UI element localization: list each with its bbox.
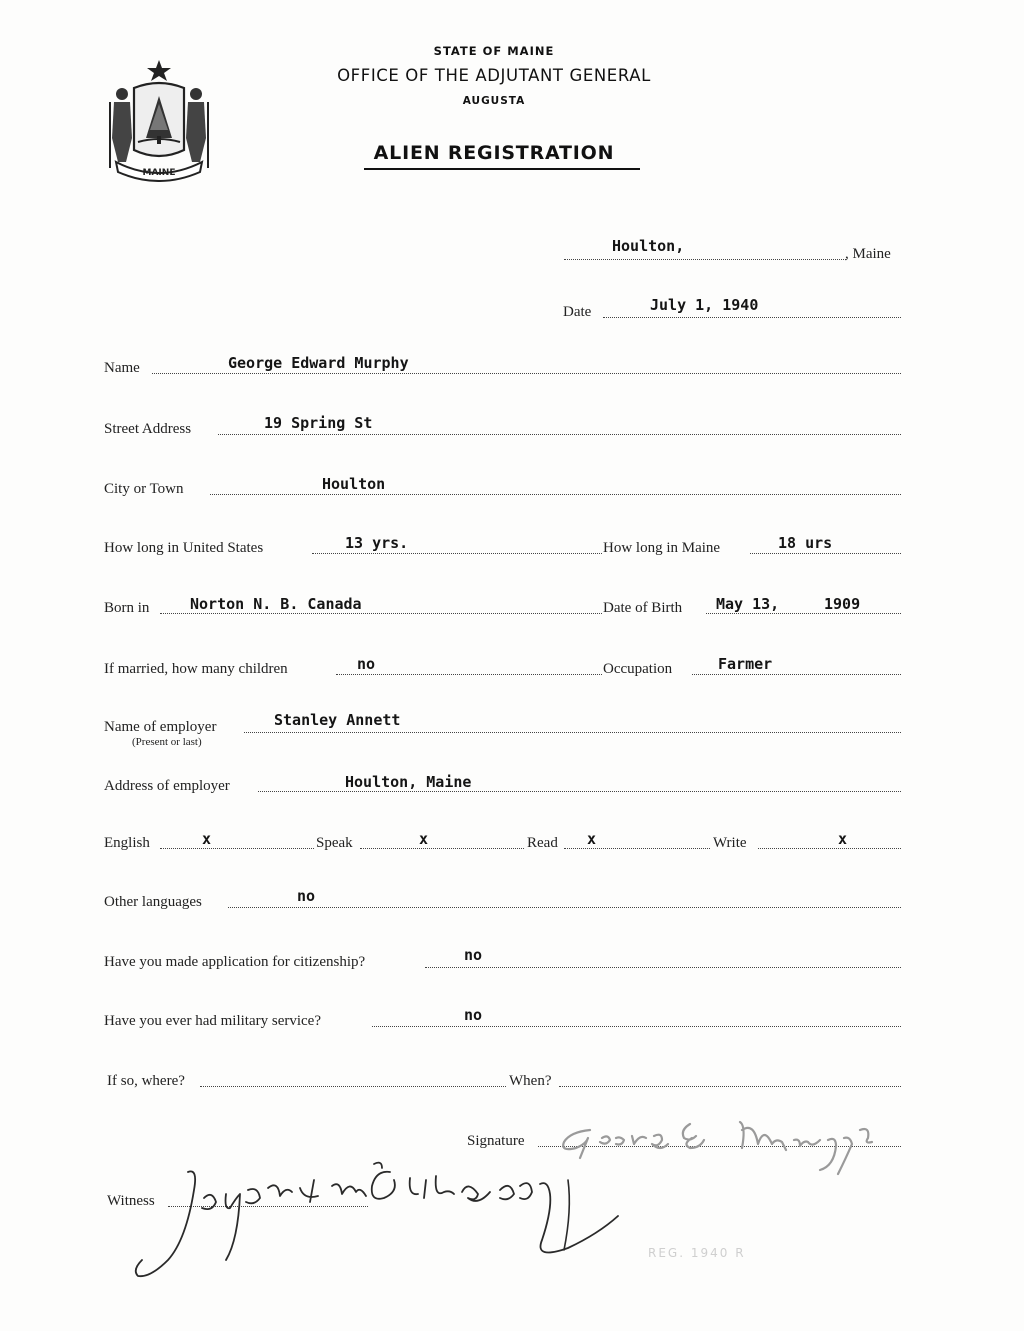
name-value: George Edward Murphy (228, 354, 409, 372)
place-state-label: , Maine (845, 246, 891, 262)
witness-label: Witness (107, 1193, 155, 1209)
street-label: Street Address (104, 421, 192, 437)
dob-field[interactable] (706, 613, 901, 614)
english-value: x (202, 830, 212, 848)
occupation-field[interactable] (692, 674, 901, 675)
born-in-field[interactable] (160, 613, 602, 614)
citizenship-value: no (464, 946, 483, 964)
signature-label: Signature (467, 1133, 525, 1149)
years-us-field[interactable] (312, 553, 602, 554)
born-in-value: Norton N. B. Canada (190, 595, 362, 613)
write-field[interactable] (758, 848, 901, 849)
speak-field[interactable] (360, 848, 524, 849)
speak-label: Speak (316, 835, 353, 851)
employer-field[interactable] (244, 732, 901, 733)
street-value: 19 Spring St (264, 414, 373, 432)
date-field[interactable] (603, 317, 901, 318)
other-languages-value: no (297, 887, 316, 905)
children-label: If married, how many children (104, 661, 288, 677)
military-field[interactable] (372, 1026, 901, 1027)
dob-label: Date of Birth (603, 600, 683, 616)
faint-stamp: REG. 1940 R (648, 1246, 746, 1260)
years-maine-field[interactable] (750, 553, 901, 554)
employer-value: Stanley Annett (274, 711, 401, 729)
read-value: x (587, 830, 597, 848)
city-town-value: Houlton (322, 475, 386, 493)
citizenship-label: Have you made application for citizenship? (104, 954, 366, 970)
other-languages-field[interactable] (228, 907, 901, 908)
dob-year: 1909 (824, 595, 861, 613)
other-languages-label: Other languages (104, 894, 202, 910)
date-value: July 1, 1940 (650, 296, 759, 314)
employer-address-label: Address of employer (104, 778, 230, 794)
years-us-value: 13 yrs. (345, 534, 409, 552)
form-title: ALIEN REGISTRATION (373, 142, 615, 164)
city-town-field[interactable] (210, 494, 901, 495)
children-field[interactable] (336, 674, 602, 675)
employer-sublabel: (Present or last) (132, 736, 202, 748)
write-value: x (838, 830, 848, 848)
born-in-label: Born in (104, 600, 150, 616)
citizenship-field[interactable] (425, 967, 901, 968)
place-value: Houlton, (612, 237, 685, 255)
years-maine-label: How long in Maine (603, 540, 721, 556)
dob-month-day: May 13, (716, 595, 780, 613)
read-label: Read (527, 835, 558, 851)
name-field[interactable] (152, 373, 901, 374)
read-field[interactable] (564, 848, 710, 849)
years-maine-value: 18 urs (778, 534, 833, 552)
english-label: English (104, 835, 150, 851)
title-underline (364, 168, 640, 170)
english-field[interactable] (160, 848, 314, 849)
employer-address-value: Houlton, Maine (345, 773, 472, 791)
occupation-value: Farmer (718, 655, 773, 673)
header-city: AUGUSTA (462, 95, 526, 107)
name-label: Name (104, 360, 140, 376)
header-office: OFFICE OF THE ADJUTANT GENERAL (337, 66, 651, 85)
city-town-label: City or Town (104, 481, 184, 497)
place-field[interactable] (564, 259, 846, 260)
where-field[interactable] (200, 1086, 506, 1087)
employer-address-field[interactable] (258, 791, 901, 792)
street-field[interactable] (218, 434, 901, 435)
date-label: Date (563, 304, 592, 320)
occupation-label: Occupation (603, 661, 673, 677)
when-field[interactable] (559, 1086, 901, 1087)
witness-signature (128, 1150, 648, 1290)
military-label: Have you ever had military service? (104, 1013, 321, 1029)
write-label: Write (713, 835, 747, 851)
seal-banner-text: MAINE (142, 168, 176, 178)
military-value: no (464, 1006, 483, 1024)
employer-label: Name of employer (104, 719, 217, 735)
speak-value: x (419, 830, 429, 848)
children-value: no (357, 655, 376, 673)
where-label: If so, where? (107, 1073, 185, 1089)
when-label: When? (509, 1073, 552, 1089)
years-us-label: How long in United States (104, 540, 264, 556)
header-state: STATE OF MAINE (433, 44, 555, 58)
